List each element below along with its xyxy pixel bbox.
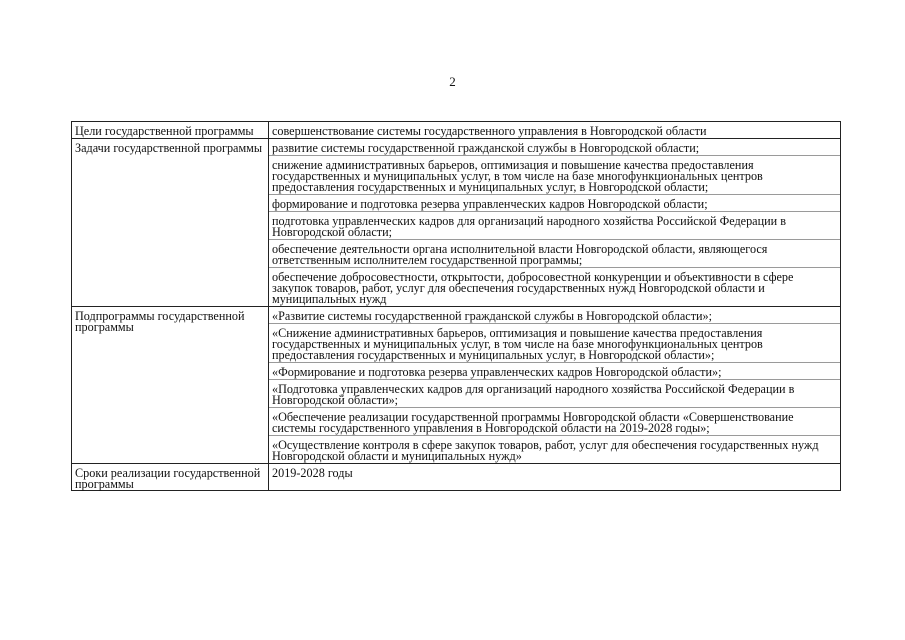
subprogram-item: «Развитие системы государственной гражданской службы в Новгородской области»; <box>272 309 713 323</box>
task-item: обеспечение деятельности органа исполнительной власти Новгородской области, являющегося ответственным исполнителем государственной программы; <box>269 239 840 267</box>
goal-item: совершенствование системы государственного управления в Новгородской области <box>272 124 707 138</box>
row-label-tasks: Задачи государственной программы <box>72 139 269 307</box>
row-label-timeframe: Сроки реализации государственной программы <box>72 464 269 491</box>
table-row-tasks <box>72 139 841 307</box>
timeframe-item: 2019-2028 годы <box>272 466 353 480</box>
subprogram-item: «Обеспечение реализации государственной программы Новгородской области «Совершенствование системы государственного управления в Новгородской области на 2019-2028 годы»; <box>269 407 840 435</box>
subprogram-item: «Формирование и подготовка резерва управленческих кадров Новгородской области»; <box>269 362 840 379</box>
program-passport-table <box>71 121 841 491</box>
task-item: подготовка управленческих кадров для организаций народного хозяйства Российской Федерации в Новгородской области; <box>269 211 840 239</box>
subprogram-item: «Осуществление контроля в сфере закупок товаров, работ, услуг для обеспечения государственных нужд Новгородской области и муниципальных нужд» <box>269 435 840 463</box>
row-content-goals <box>269 122 841 139</box>
table-row-timeframe <box>72 464 841 491</box>
subprogram-item: «Подготовка управленческих кадров для организаций народного хозяйства Российской Федерации в Новгородской области»; <box>269 379 840 407</box>
table-row-goals <box>72 122 841 139</box>
row-content-tasks <box>269 139 841 307</box>
task-item: снижение административных барьеров, оптимизация и повышение качества предоставления государственных и муниципальных услуг, в том числе на базе многофункциональных центров предоставления государственных и муниципальных услуг, в Новгородской области; <box>269 155 840 194</box>
row-label-subprograms: Подпрограммы государственной программы <box>72 307 269 464</box>
task-item: формирование и подготовка резерва управленческих кадров Новгородской области; <box>269 194 840 211</box>
table-row-subprograms <box>72 307 841 464</box>
row-label-goals: Цели государственной программы <box>72 122 269 139</box>
page-number: 2 <box>449 74 456 89</box>
task-item: обеспечение добросовестности, открытости, добросовестной конкуренции и объективности в сфере закупок товаров, работ, услуг для обеспечения государственных нужд Новгородской области и муниципальных нужд <box>269 267 840 306</box>
task-item: развитие системы государственной гражданской службы в Новгородской области; <box>272 141 700 155</box>
row-content-subprograms <box>269 307 841 464</box>
row-content-timeframe <box>269 464 841 491</box>
subprogram-item: «Снижение административных барьеров, оптимизация и повышение качества предоставления государственных и муниципальных услуг, в том числе на базе многофункциональных центров предоставления государственных и муниципальных услуг, в Новгородской области»; <box>269 323 840 362</box>
